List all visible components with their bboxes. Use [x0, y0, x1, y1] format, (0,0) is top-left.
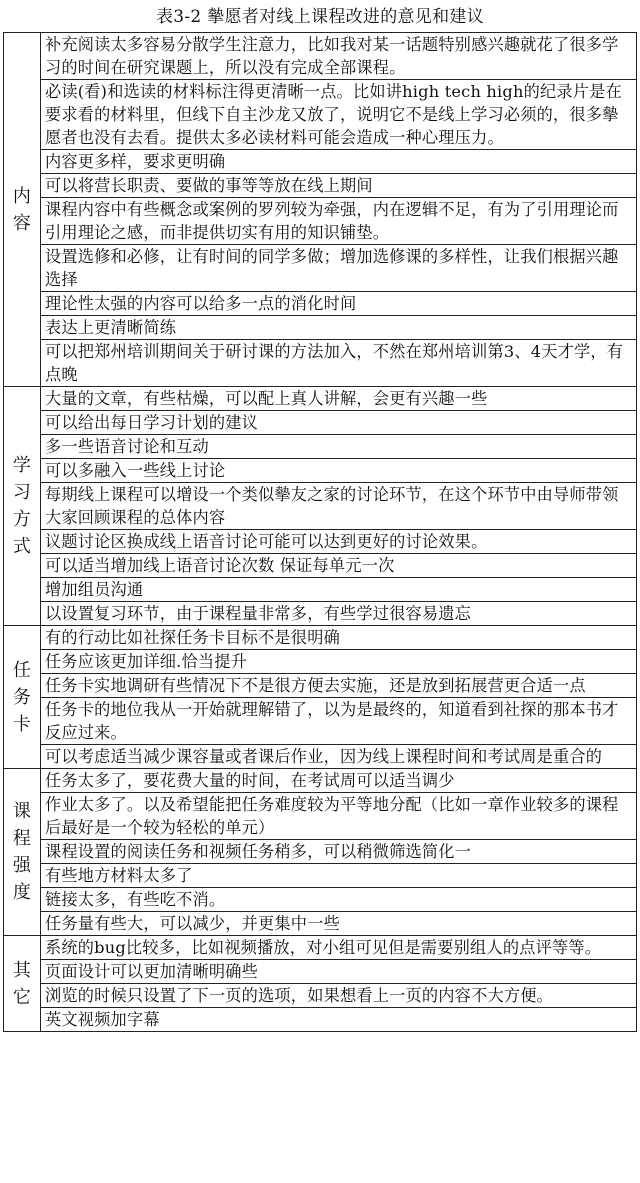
category-cell	[4, 33, 41, 387]
table-row	[4, 292, 637, 316]
table-row	[4, 483, 637, 530]
table-row	[4, 864, 637, 888]
suggestion-cell: 英文视频加字幕	[41, 1008, 637, 1032]
table-row	[4, 674, 637, 698]
suggestion-cell: 任务应该更加详细.恰当提升	[41, 650, 637, 674]
suggestion-cell: 作业太多了。以及希望能把任务难度较为平等地分配（比如一章作业较多的课程后最好是一个较为轻松的单元）	[41, 793, 637, 840]
category-cell	[4, 936, 41, 1032]
suggestion-cell: 多一些语音讨论和互动	[41, 435, 637, 459]
suggestion-cell: 必读(看)和选读的材料标注得更清晰一点。比如讲high tech high的纪录片是在要求看的材料里，但线下自主沙龙又放了，说明它不是线上学习必须的，很多摰愿者也没有去看。提供太多必读材料可能会造成一种心理压力。	[41, 80, 637, 150]
table-row	[4, 174, 637, 198]
table-row	[4, 80, 637, 150]
category-char: 强	[12, 855, 32, 876]
category-cell	[4, 387, 41, 626]
suggestion-cell: 课程设置的阅读任务和视频任务稍多，可以稍微筛选简化一	[41, 840, 637, 864]
category-char: 式	[12, 536, 32, 557]
suggestion-cell: 可以将营长职责、要做的事等等放在线上期间	[41, 174, 637, 198]
suggestion-cell: 理论性太强的内容可以给多一点的消化时间	[41, 292, 637, 316]
table-row	[4, 840, 637, 864]
category-char: 学	[12, 455, 32, 476]
table-row	[4, 984, 637, 1008]
table-row	[4, 340, 637, 387]
suggestion-cell: 可以给出每日学习计划的建议	[41, 411, 637, 435]
suggestion-cell: 可以多融入一些线上讨论	[41, 459, 637, 483]
table-row	[4, 602, 637, 626]
suggestion-cell: 有些地方材料太多了	[41, 864, 637, 888]
category-char: 卡	[12, 713, 32, 735]
suggestions-table	[3, 32, 637, 1032]
category-char: 习	[12, 482, 32, 503]
suggestion-cell: 可以适当增加线上语音讨论次数 保证每单元一次	[41, 554, 637, 578]
category-char: 容	[12, 212, 32, 234]
table-row	[4, 769, 637, 793]
category-char: 程	[12, 828, 32, 849]
table-row	[4, 459, 637, 483]
suggestion-cell: 设置选修和必修，让有时间的同学多做；增加选修课的多样性，让我们根据兴趣选择	[41, 245, 637, 292]
category-char: 课	[12, 801, 32, 822]
table-row	[4, 698, 637, 745]
table-row	[4, 554, 637, 578]
table-caption: 表3-2 摰愿者对线上课程改进的意见和建议	[155, 7, 485, 27]
table-row	[4, 387, 637, 411]
table-row	[4, 650, 637, 674]
table-row	[4, 316, 637, 340]
table-row	[4, 936, 637, 960]
suggestion-cell: 增加组员沟通	[41, 578, 637, 602]
suggestion-cell: 议题讨论区换成线上语音讨论可能可以达到更好的讨论效果。	[41, 530, 637, 554]
suggestion-cell: 表达上更清晰简练	[41, 316, 637, 340]
suggestion-cell: 每期线上课程可以增设一个类似摰友之家的讨论环节，在这个环节中由导师带领大家回顾课程的总体内容	[41, 483, 637, 530]
category-char: 其	[12, 959, 32, 981]
suggestion-cell: 课程内容中有些概念或案例的罗列较为牵强，内在逻辑不足，有为了引用理论而引用理论之感，而非提供切实有用的知识铺垫。	[41, 198, 637, 245]
table-row	[4, 435, 637, 459]
table-row	[4, 745, 637, 769]
table-row	[4, 626, 637, 650]
suggestion-cell: 链接太多，有些吃不消。	[41, 888, 637, 912]
suggestion-cell: 任务卡实地调研有些情况下不是很方便去实施，还是放到拓展营更合适一点	[41, 674, 637, 698]
table-row	[4, 888, 637, 912]
category-char: 度	[12, 882, 32, 903]
suggestions-table-body	[4, 33, 637, 1032]
table-row	[4, 578, 637, 602]
category-cell	[4, 769, 41, 936]
suggestion-cell: 页面设计可以更加清晰明确些	[41, 960, 637, 984]
suggestion-cell: 系统的bug比较多，比如视频播放，对小组可见但是需要别组人的点评等等。	[41, 936, 637, 960]
category-char: 内	[12, 185, 32, 207]
suggestion-cell: 浏览的时候只设置了下一页的选项，如果想看上一页的内容不大方便。	[41, 984, 637, 1008]
category-char: 任	[12, 659, 32, 681]
table-row	[4, 960, 637, 984]
category-cell	[4, 626, 41, 769]
suggestion-cell: 可以把郑州培训期间关于研讨课的方法加入，不然在郑州培训第3、4天才学，有点晚	[41, 340, 637, 387]
suggestion-cell: 以设置复习环节，由于课程量非常多，有些学过很容易遗忘	[41, 602, 637, 626]
suggestion-cell: 大量的文章，有些枯燥，可以配上真人讲解，会更有兴趣一些	[41, 387, 637, 411]
suggestion-cell: 可以考虑适当减少课容量或者课后作业，因为线上课程时间和考试周是重合的	[41, 745, 637, 769]
table-row	[4, 411, 637, 435]
table-row	[4, 793, 637, 840]
table-row	[4, 33, 637, 80]
category-char: 务	[12, 686, 32, 708]
suggestion-cell: 任务量有些大，可以减少，并更集中一些	[41, 912, 637, 936]
suggestion-cell: 任务卡的地位我从一开始就理解错了，以为是最终的，知道看到社探的那本书才反应过来。	[41, 698, 637, 745]
suggestion-cell: 补充阅读太多容易分散学生注意力，比如我对某一话题特别感兴趣就花了很多学习的时间在研究课题上，所以没有完成全部课程。	[41, 33, 637, 80]
table-row	[4, 150, 637, 174]
suggestion-cell: 内容更多样，要求更明确	[41, 150, 637, 174]
table-row	[4, 1008, 637, 1032]
category-char: 方	[12, 509, 32, 530]
table-row	[4, 198, 637, 245]
table-row	[4, 912, 637, 936]
suggestion-cell: 任务太多了，要花费大量的时间，在考试周可以适当调少	[41, 769, 637, 793]
suggestion-cell: 有的行动比如社探任务卡目标不是很明确	[41, 626, 637, 650]
category-char: 它	[12, 986, 32, 1008]
table-row	[4, 245, 637, 292]
table-row	[4, 530, 637, 554]
